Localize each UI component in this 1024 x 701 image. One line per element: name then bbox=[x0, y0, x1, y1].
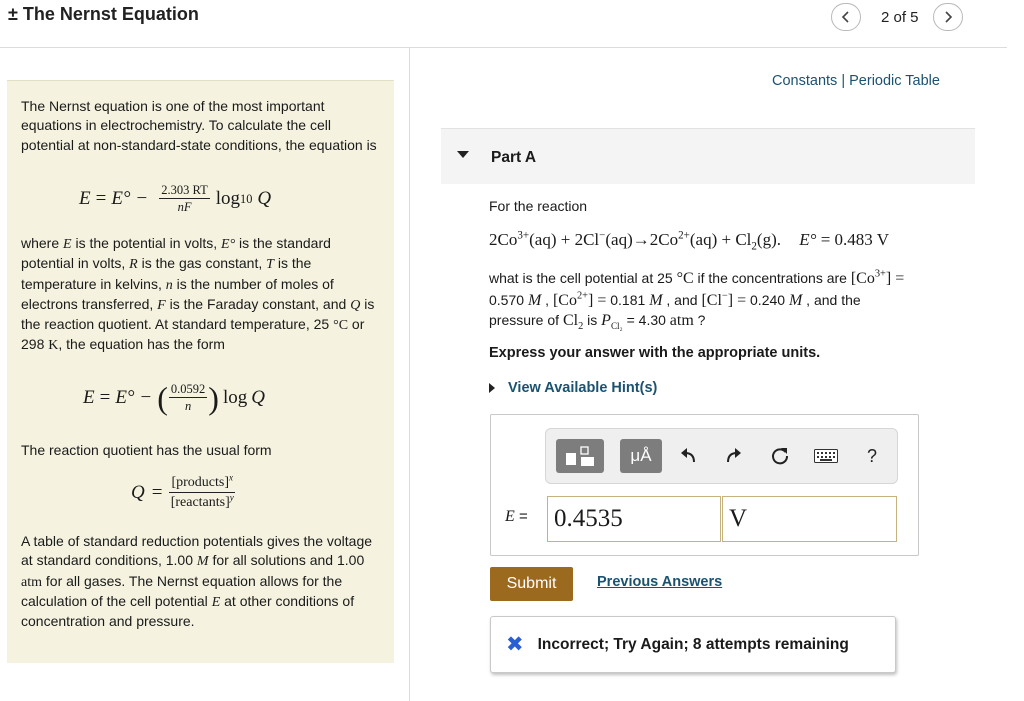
keyboard-button[interactable] bbox=[812, 439, 840, 473]
undo-icon bbox=[679, 448, 697, 464]
units-icon: μÅ bbox=[630, 446, 652, 465]
reaction-quotient-equation: Q = $\frac{[products]^x}{[reactants]^y}$ bbox=[131, 472, 234, 510]
nernst-equation-standard: E = E° − ( $\frac{0.0592}{n}$ ) log Q bbox=[83, 379, 265, 416]
part-a-header[interactable] bbox=[441, 128, 975, 184]
units-input[interactable]: V bbox=[722, 496, 897, 542]
help-icon: ? bbox=[866, 445, 877, 466]
chevron-left-icon bbox=[841, 11, 851, 23]
fraction: $\frac{2.303 RT}{nF}$ bbox=[161, 183, 208, 214]
resource-links bbox=[772, 73, 940, 89]
reaction-equation: $2Co^{3+}(aq) + 2Cl^-(aq)\to 2Co^{2+}(aq) + Cl_2(g)$. E° = 0.483 V bbox=[489, 229, 889, 253]
page-title: ± The Nernst Equation bbox=[8, 4, 199, 24]
info-panel bbox=[7, 80, 394, 663]
page-navigation bbox=[831, 3, 963, 31]
question-line-2: 0.570 M , $[Co^{2+}] = 0.181$ M , and [Cl−] = 0.240 M , and the bbox=[489, 290, 861, 309]
closing-paragraph: A table of standard reduction potentials gives the voltage at standard conditions, 1.00 M for all solutions and 1.00 atm for all gases. The Nernst equation allows for the calculation of the cell potential E at other conditions of concentration and pressure. bbox=[21, 533, 373, 630]
reset-button[interactable] bbox=[768, 439, 792, 473]
help-button[interactable] bbox=[862, 439, 882, 473]
feedback-box bbox=[490, 616, 896, 673]
page-indicator: 2 of 5 bbox=[881, 8, 919, 26]
redo-icon bbox=[725, 448, 743, 464]
x-icon: ✖ bbox=[506, 633, 524, 656]
answer-toolbar bbox=[545, 428, 898, 484]
view-hints-link[interactable]: View Available Hint(s) bbox=[489, 380, 657, 396]
keyboard-icon bbox=[814, 449, 838, 463]
collapse-triangle-icon[interactable] bbox=[457, 151, 469, 158]
header-divider bbox=[0, 47, 1007, 48]
part-a-title: Part A bbox=[491, 149, 537, 166]
value-input[interactable]: 0.4535 bbox=[547, 496, 721, 542]
previous-page-button[interactable] bbox=[831, 3, 861, 31]
nernst-equation-general: E = E° − $\frac{2.303 RT}{nF}$ log 10 Q bbox=[79, 183, 272, 214]
column-divider bbox=[409, 48, 410, 701]
question-line-1: what is the cell potential at 25 °C if the concentrations are $[Co^{3+}]$ = bbox=[489, 268, 905, 287]
periodic-table-link[interactable]: Periodic Table bbox=[849, 73, 940, 89]
feedback-message: Incorrect; Try Again; 8 attempts remaining bbox=[537, 635, 849, 653]
constants-link[interactable]: Constants bbox=[772, 73, 838, 89]
variables-paragraph: where E is the potential in volts, E° is the standard potential in volts, R is the gas constant, T is the temperature in kelvins, n is the number of moles of electrons transferred, F is the Faraday constant, and Q is the reaction quotient. At standard temperature, 25 °C or 298 K, the equation has the form bbox=[21, 235, 375, 354]
units-button[interactable] bbox=[620, 439, 662, 473]
reset-icon bbox=[770, 446, 790, 466]
answer-instructions: Express your answer with the appropriate units. bbox=[489, 345, 821, 361]
quotient-paragraph: The reaction quotient has the usual form bbox=[21, 442, 272, 458]
expand-arrow-icon bbox=[489, 383, 495, 393]
chevron-right-icon bbox=[943, 11, 953, 23]
question-line-3: pressure of $Cl_2$ is $P_{Cl_2} = 4.30$ atm ? bbox=[489, 312, 706, 333]
reaction-intro: For the reaction bbox=[489, 198, 588, 214]
fraction: $\frac{[products]^x}{[reactants]^y}$ bbox=[170, 472, 234, 510]
previous-answers-link[interactable]: Previous Answers bbox=[597, 574, 723, 590]
answer-label: E = bbox=[505, 508, 528, 525]
link-separator: | bbox=[841, 73, 846, 89]
fraction: $\frac{0.0592}{n}$ bbox=[170, 382, 206, 413]
templates-button[interactable] bbox=[556, 439, 604, 473]
next-page-button[interactable] bbox=[933, 3, 963, 31]
intro-paragraph: The Nernst equation is one of the most important equations in electrochemistry. To calculate the cell potential at non-standard-state conditions, the equation is bbox=[21, 98, 377, 153]
undo-button[interactable] bbox=[676, 439, 700, 473]
redo-button[interactable] bbox=[722, 439, 746, 473]
submit-button[interactable]: Submit bbox=[490, 567, 573, 601]
templates-icon bbox=[563, 444, 597, 468]
